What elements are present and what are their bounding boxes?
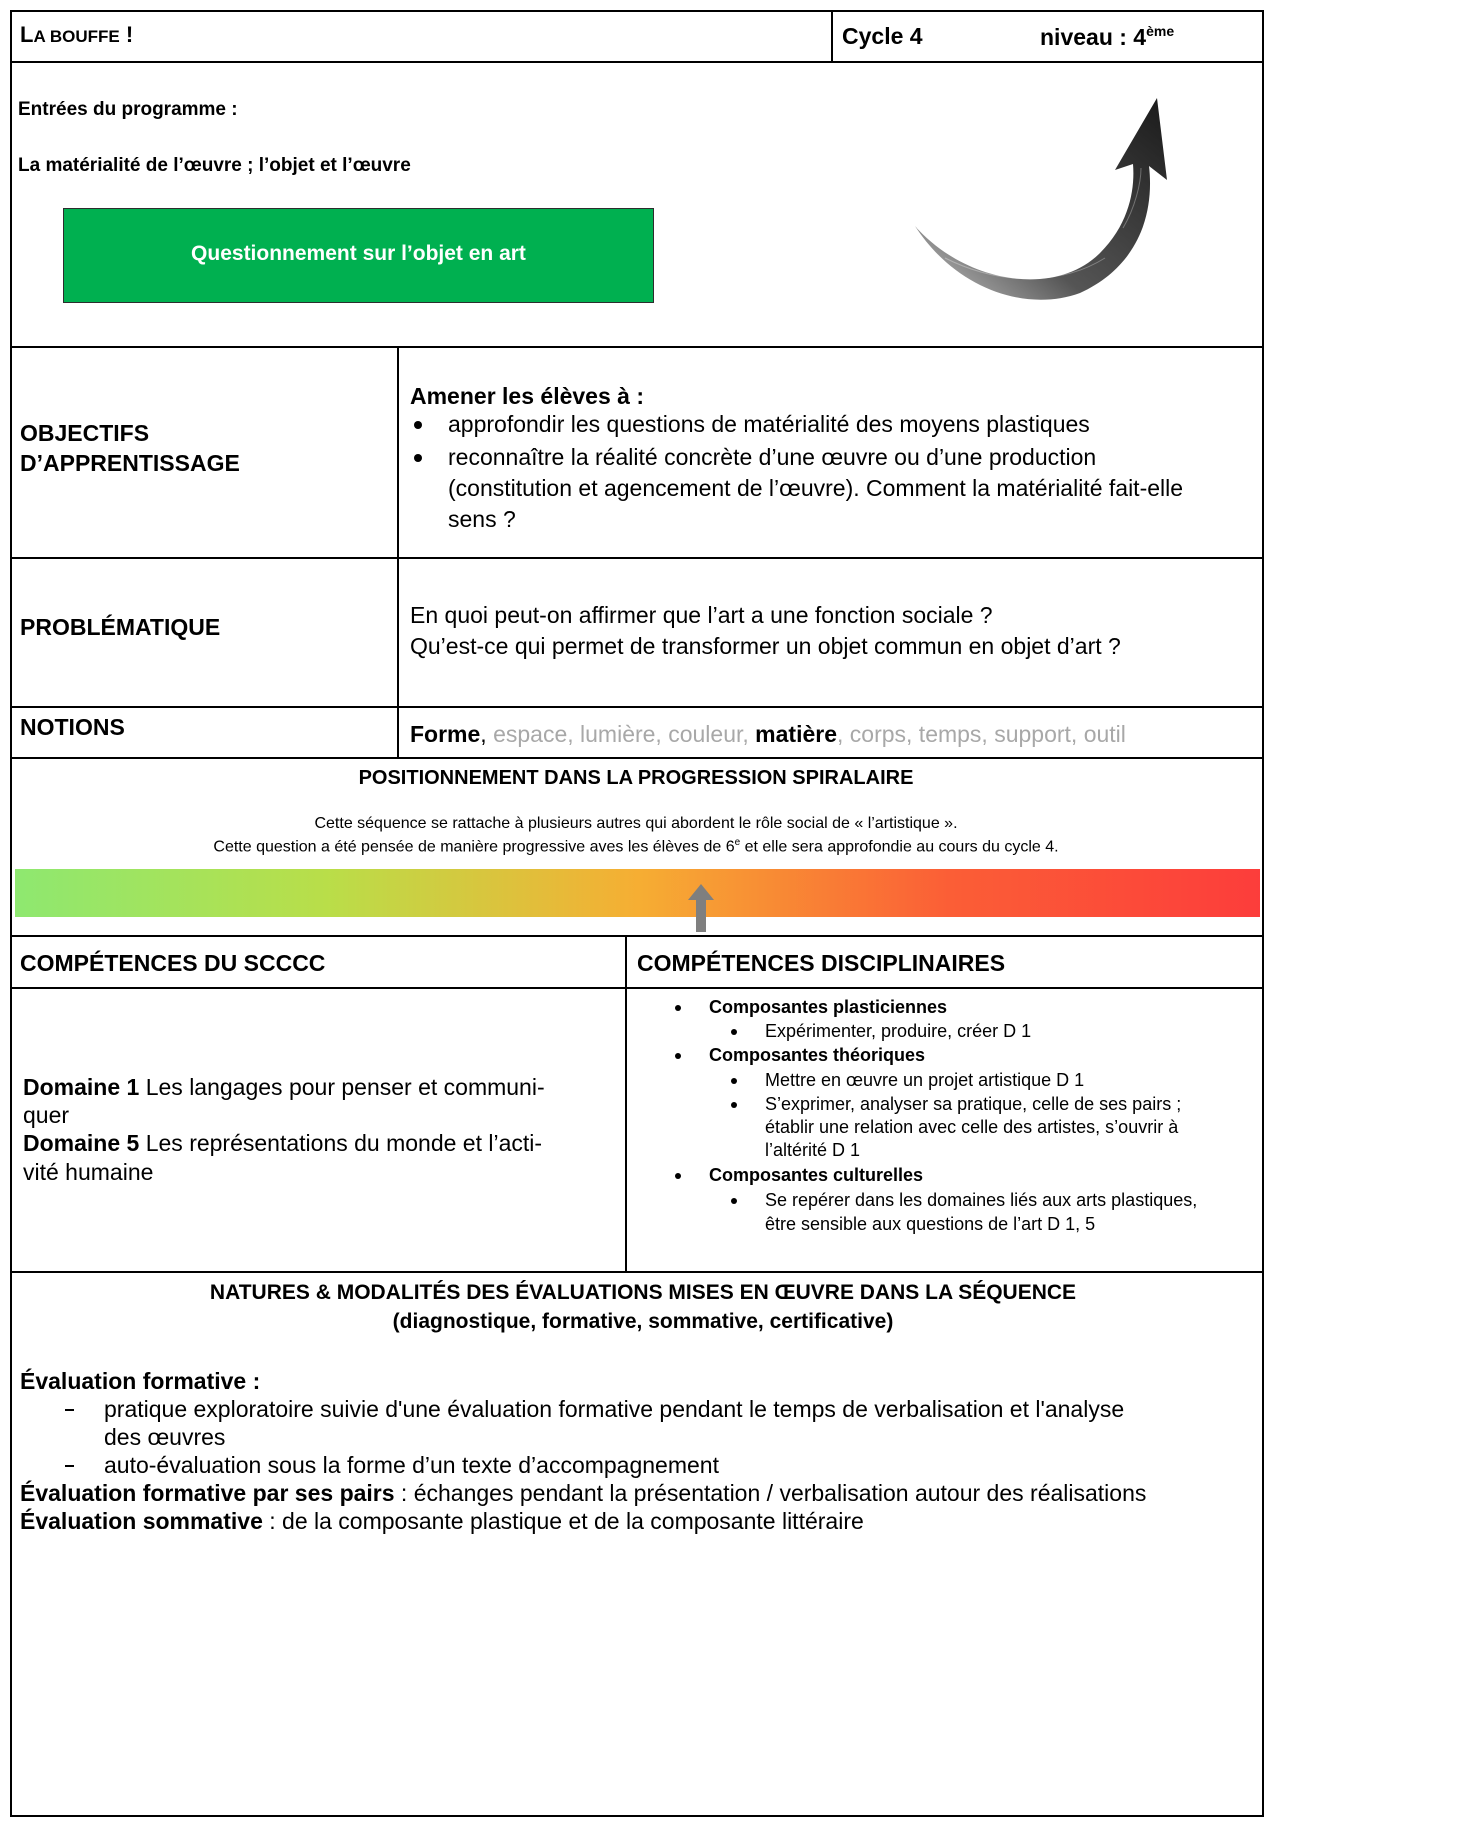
positionnement-title: POSITIONNEMENT DANS LA PROGRESSION SPIRALAIRE <box>358 767 914 789</box>
positionnement-line2-a: Cette question a été pensée de manière progressive aves les élèves de 6 <box>213 838 735 856</box>
domaine-1-label: Domaine 1 <box>23 1074 140 1100</box>
disc-cat1-item1: Expérimenter, produire, créer D 1 <box>765 1021 1032 1041</box>
problematique-line1: En quoi peut-on affirmer que l’art a une fonction sociale ? <box>410 602 993 628</box>
disc-category-1: Composantes plasticiennes <box>709 997 948 1017</box>
bullet-icon <box>414 421 422 429</box>
level-text: niveau : 4 <box>1040 24 1147 50</box>
level-superscript: ème <box>1146 23 1175 39</box>
title-exclamation: ! <box>125 22 134 47</box>
notions-label: NOTIONS <box>20 714 125 740</box>
document-title <box>20 22 133 48</box>
bullet-icon <box>731 1029 737 1035</box>
problematique-line2: Qu’est-ce qui permet de transformer un objet commun en objet d’art ? <box>410 633 1121 659</box>
objectifs-label-line1: OBJECTIFS <box>20 420 150 446</box>
theme-banner-label: Questionnement sur l’objet en art <box>191 241 526 265</box>
bullet-icon <box>731 1078 737 1084</box>
position-arrow-icon <box>686 884 716 932</box>
disc-category-2: Composantes théoriques <box>709 1045 926 1065</box>
positionnement-line2 <box>0 837 1272 856</box>
objectifs-label-line2: D’APPRENTISSAGE <box>20 450 240 476</box>
cycle-label: Cycle 4 <box>842 23 923 49</box>
domaine-1-text: Les langages pour penser et communi- <box>139 1074 545 1100</box>
notion-separator: , <box>837 721 844 747</box>
domaine-5-text-cont: vité humaine <box>23 1159 154 1185</box>
disc-cat2-item2-line3: l’altérité D 1 <box>765 1140 861 1160</box>
objectifs-intro: Amener les élèves à : <box>410 383 644 409</box>
formative-label: Évaluation formative : <box>20 1368 261 1394</box>
notions-list <box>410 721 1126 748</box>
domaine-1-text-cont: quer <box>23 1102 70 1128</box>
programme-entries-value: La matérialité de l’œuvre ; l’objet et l’œuvre <box>18 155 411 176</box>
objectifs-item-2-line2: (constitution et agencement de l’œuvre). Comment la matérialité fait-elle <box>448 475 1184 501</box>
domaine-5 <box>23 1130 542 1157</box>
bullet-icon <box>414 454 422 462</box>
objectifs-item-2-line3: sens ? <box>448 506 516 532</box>
disc-cat2-item2-line2: établir une relation avec celle des artistes, s’ouvrir à <box>765 1117 1179 1137</box>
problematique-label: PROBLÉMATIQUE <box>20 614 221 640</box>
bullet-icon <box>675 1173 681 1179</box>
bullet-icon <box>731 1102 737 1108</box>
notion-forme: Forme <box>410 721 481 747</box>
disc-header: COMPÉTENCES DISCIPLINAIRES <box>637 950 1006 976</box>
formative-item2: auto-évaluation sous la forme d’un texte d’accompagnement <box>104 1452 719 1478</box>
programme-entries-label: Entrées du programme : <box>18 99 238 120</box>
formative-item1-line1: pratique exploratoire suivie d'une évaluation formative pendant le temps de verbalisation et l'analyse <box>104 1396 1125 1422</box>
sommative-line <box>20 1508 864 1535</box>
objectifs-item-1: approfondir les questions de matérialité des moyens plastiques <box>448 411 1090 437</box>
bullet-icon <box>675 1005 681 1011</box>
sommative-label: Évaluation sommative <box>20 1508 263 1534</box>
scccc-header: COMPÉTENCES DU SCCCC <box>20 950 326 976</box>
title-rest: A BOUFFE <box>33 27 120 46</box>
notion-separator: , <box>480 721 487 747</box>
level-label <box>1040 23 1174 51</box>
sommative-text: : de la composante plastique et de la composante littéraire <box>262 1508 864 1534</box>
brush-arrow-icon <box>905 68 1195 318</box>
disc-cat3-item1-line2: être sensible aux questions de l’art D 1, 5 <box>765 1214 1096 1234</box>
disc-cat2-item1: Mettre en œuvre un projet artistique D 1 <box>765 1070 1085 1090</box>
pairs-line <box>20 1480 1146 1507</box>
objectifs-item-2-line1: reconnaître la réalité concrète d’une œuvre ou d’une production <box>448 444 1097 470</box>
pairs-text: : échanges pendant la présentation / verbalisation autour des réalisations <box>394 1480 1147 1506</box>
progression-gradient-bar <box>15 869 1260 917</box>
evaluations-title-line2: (diagnostique, formative, sommative, certificative) <box>392 1310 894 1333</box>
domaine-5-text: Les représentations du monde et l’acti- <box>139 1130 543 1156</box>
theme-banner <box>63 208 654 303</box>
disc-cat2-item2-line1: S’exprimer, analyser sa pratique, celle de ses pairs ; <box>765 1094 1182 1114</box>
disc-category-3: Composantes culturelles <box>709 1165 924 1185</box>
pairs-label: Évaluation formative par ses pairs <box>20 1480 395 1506</box>
disc-cat3-item1-line1: Se repérer dans les domaines liés aux arts plastiques, <box>765 1190 1198 1210</box>
title-first-letter: L <box>20 22 34 47</box>
bullet-icon <box>731 1198 737 1204</box>
positionnement-line2-sup: e <box>734 837 741 848</box>
formative-item1-line2: des œuvres <box>104 1424 226 1450</box>
domaine-1 <box>23 1074 545 1101</box>
notions-inactive-2: corps, temps, support, outil <box>849 721 1126 747</box>
domaine-5-label: Domaine 5 <box>23 1130 140 1156</box>
notion-matiere: matière <box>755 721 837 747</box>
notions-inactive-1: espace, lumière, couleur, <box>493 721 749 747</box>
evaluations-title-line1: NATURES & MODALITÉS DES ÉVALUATIONS MISES EN ŒUVRE DANS LA SÉQUENCE <box>209 1281 1077 1304</box>
dash-icon <box>65 1465 74 1467</box>
positionnement-line1: Cette séquence se rattache à plusieurs autres qui abordent le rôle social de « l’artistique ». <box>314 815 958 832</box>
bullet-icon <box>675 1053 681 1059</box>
positionnement-line2-b: et elle sera approfondie au cours du cycle 4. <box>740 838 1059 856</box>
dash-icon <box>65 1409 74 1411</box>
